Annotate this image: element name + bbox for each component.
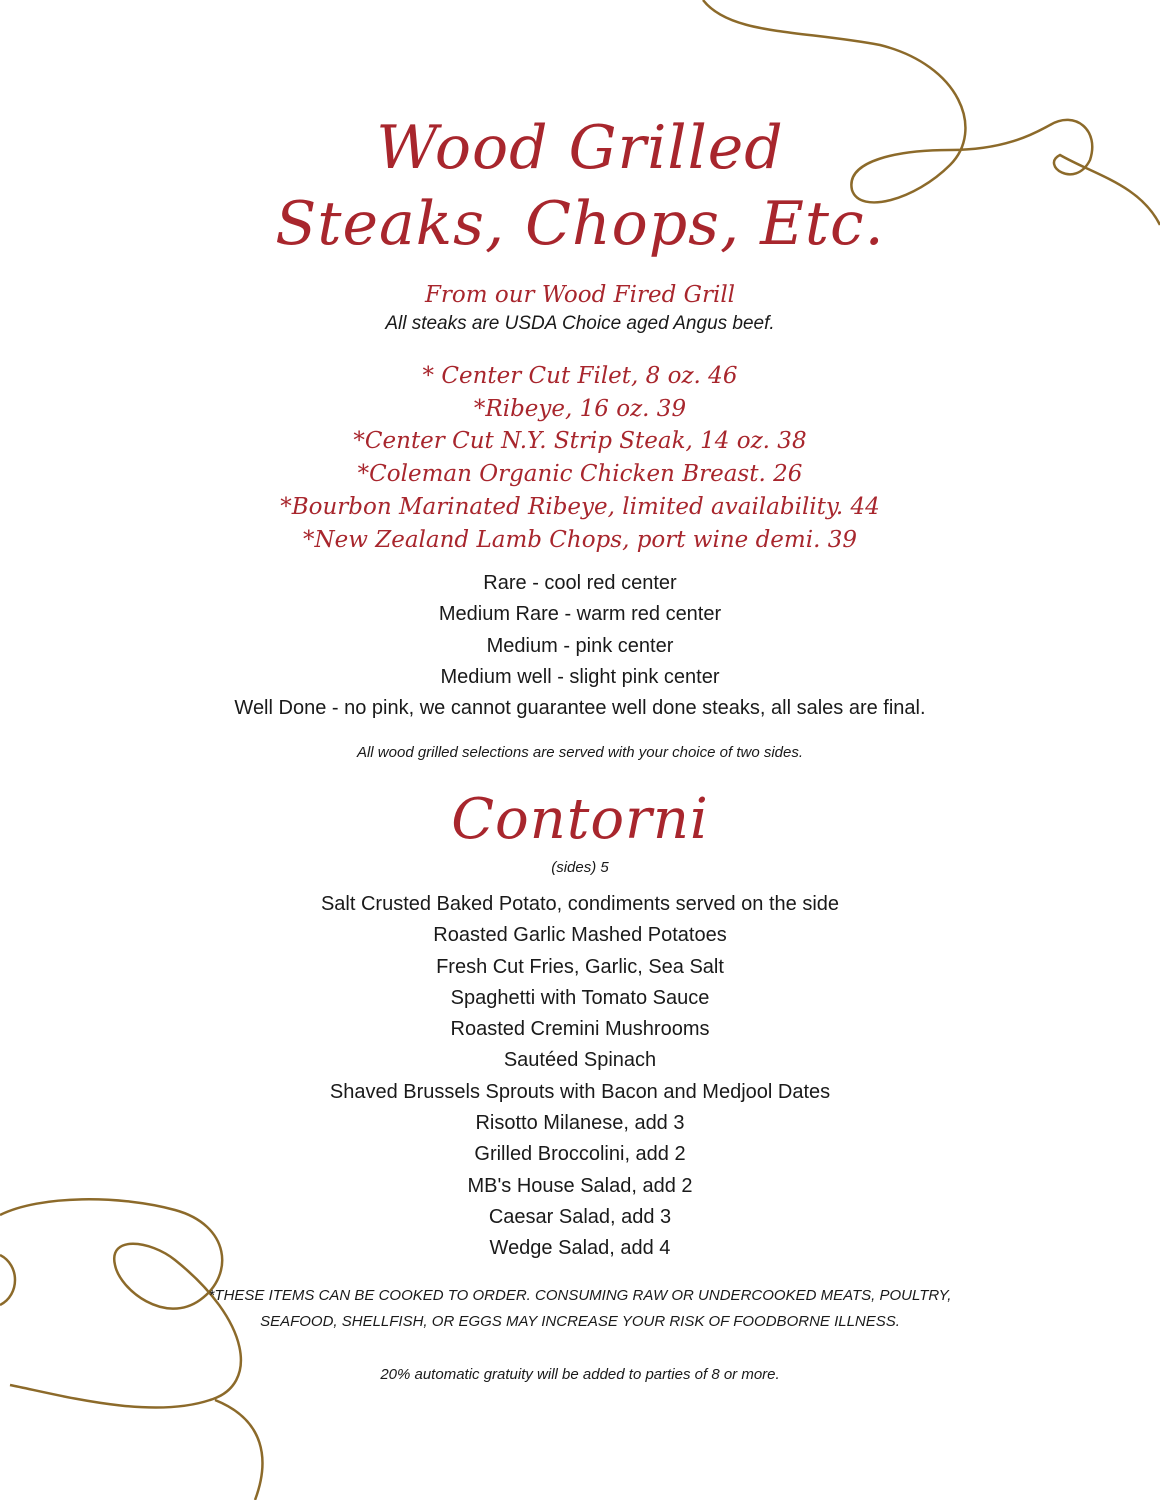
temperature-item: Medium Rare - warm red center (438, 603, 722, 626)
side-item: Roasted Cremini Mushrooms (450, 1018, 710, 1041)
steak-item: * Center Cut Filet, 8 oz. 46 (422, 363, 738, 389)
side-item: Grilled Broccolini, add 2 (474, 1143, 686, 1166)
side-item: Sautéed Spinach (503, 1049, 657, 1072)
gratuity-note: 20% automatic gratuity will be added to parties of 8 or more. (380, 1366, 780, 1383)
steak-item: *New Zealand Lamb Chops, port wine demi. 39 (303, 526, 857, 553)
sides-list (0, 889, 1160, 1265)
page-title-line-1: Wood Grilled (376, 113, 784, 183)
steak-item: *Coleman Organic Chicken Breast. 26 (357, 461, 803, 488)
side-item: Shaved Brussels Sprouts with Bacon and Medjool Dates (329, 1080, 831, 1103)
sides-price-note: (sides) 5 (551, 859, 609, 876)
grill-subtitle: From our Wood Fired Grill (424, 282, 736, 308)
side-item: Wedge Salad, add 4 (489, 1237, 671, 1260)
steak-item: *Bourbon Marinated Ribeye, limited availability. 44 (280, 493, 880, 520)
side-item: Roasted Garlic Mashed Potatoes (433, 924, 727, 947)
contorni-title: Contorni (451, 787, 709, 852)
side-item: Caesar Salad, add 3 (488, 1205, 672, 1228)
side-item: Salt Crusted Baked Potato, condiments served on the side (320, 893, 840, 915)
steak-list (0, 360, 1160, 556)
side-item: MB's House Salad, add 2 (467, 1174, 693, 1197)
temperature-item: Well Done - no pink, we cannot guarantee well done steaks, all sales are final. (234, 697, 926, 720)
temperature-item: Rare - cool red center (483, 572, 677, 594)
steak-item: *Ribeye, 16 oz. 39 (473, 395, 687, 422)
side-item: Fresh Cut Fries, Garlic, Sea Salt (436, 955, 724, 978)
food-safety-disclaimer: *THESE ITEMS CAN BE COOKED TO ORDER. CONSUMING RAW OR UNDERCOOKED MEATS, POULTRY, SEAFOOD, SHELLFISH, OR EGGS MAY INCREASE YOUR RISK OF FOODBORNE ILLNESS. (208, 1287, 952, 1330)
sides-served-note: All wood grilled selections are served with your choice of two sides. (356, 744, 804, 761)
side-item: Spaghetti with Tomato Sauce (450, 986, 710, 1009)
beef-note: All steaks are USDA Choice aged Angus beef. (385, 313, 775, 334)
side-item: Risotto Milanese, add 3 (475, 1112, 685, 1135)
steak-item: *Center Cut N.Y. Strip Steak, 14 oz. 38 (353, 428, 807, 455)
temperature-list (0, 568, 1160, 724)
temperature-item: Medium - pink center (486, 634, 674, 657)
temperature-item: Medium well - slight pink center (440, 665, 720, 688)
page-title-line-2: Steaks, Chops, Etc. (275, 189, 885, 259)
